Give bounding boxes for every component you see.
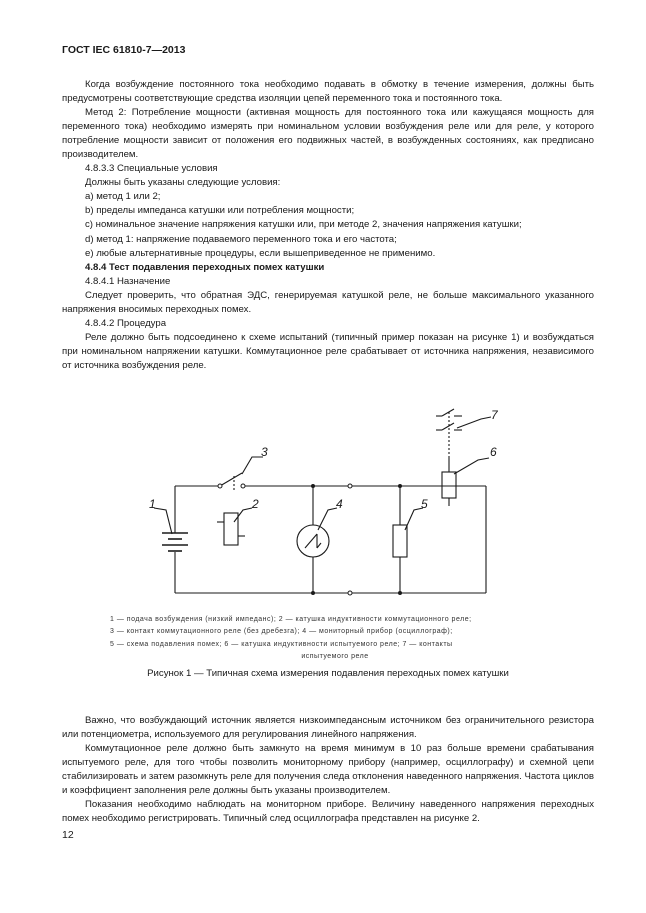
- figure-label-7: 7: [491, 408, 498, 422]
- legend-line: испытуемого реле: [301, 653, 369, 661]
- figure-label-6: 6: [490, 445, 497, 459]
- section-heading: 4.8.4.1 Назначение: [85, 275, 171, 287]
- body-text-bottom: [62, 714, 594, 826]
- figure-label-4: 4: [336, 497, 343, 511]
- paragraph: Показания необходимо наблюдать на мониторном приборе. Величину наведенного напряжения переходных помех необходимо регистрировать. Типичный след осциллографа представлен на рисунке 2.: [62, 799, 594, 825]
- figure-legend: [110, 614, 560, 664]
- figure-label-1: 1: [149, 497, 156, 511]
- body-text-top: [62, 78, 594, 373]
- section-heading: 4.8.4 Тест подавления переходных помех катушки: [85, 261, 325, 273]
- circuit-diagram: [62, 400, 594, 610]
- figure-caption: Рисунок 1 — Типичная схема измерения подавления переходных помех катушки: [147, 668, 509, 679]
- figure-label-3: 3: [261, 445, 268, 459]
- page-number: 12: [62, 829, 74, 841]
- figure-label-5: 5: [421, 497, 428, 511]
- paragraph: Коммутационное реле должно быть замкнуто на время минимум в 10 раз больше времени срабатывания испытуемого реле, для того чтобы позволить мониторному прибору (например, осциллографу) и схемной цепи стабилизировать и затем разомкнуть реле для получения следа отклонения наведенного напряжения. Частота циклов и коэффициент заполнения реле должны быть указаны производителем.: [62, 743, 594, 797]
- section-heading: 4.8.3.3 Специальные условия: [85, 163, 218, 175]
- paragraph: Реле должно быть подсоединено к схеме испытаний (типичный пример показан на рисунке 1) и возбуждаться при номинальном напряжении катушки. Коммутационное реле срабатывает от источника напряжения, независимого от источника возбуждения реле.: [62, 331, 594, 371]
- paragraph: Следует проверить, что обратная ЭДС, генерируемая катушкой реле, не больше максимального указанного напряжения вносимых переходных помех.: [62, 289, 594, 315]
- paragraph: Должны быть указаны следующие условия:: [85, 177, 281, 189]
- paragraph: Важно, что возбуждающий источник является низкоимпедансным источником без ограничительного резистора или потенциометра, используемого для регулирования линейного напряжения.: [62, 715, 594, 741]
- list-item: e) любые альтернативные процедуры, если вышеприведенное не применимо.: [85, 247, 436, 259]
- list-item: a) метод 1 или 2;: [85, 191, 161, 203]
- legend-line: 1 — подача возбуждения (низкий импеданс); 2 — катушка индуктивности коммутационного реле;: [110, 616, 472, 623]
- legend-line: 5 — схема подавления помех; 6 — катушка индуктивности испытуемого реле; 7 — контакты: [110, 640, 453, 648]
- figure-label-2: 2: [252, 497, 259, 511]
- section-heading: 4.8.4.2 Процедура: [85, 317, 167, 329]
- list-item: d) метод 1: напряжение подаваемого переменного тока и его частота;: [85, 233, 397, 245]
- list-item: c) номинальное значение напряжения катушки или, при методе 2, значения напряжения катушки;: [85, 219, 522, 231]
- list-item: b) пределы импеданса катушки или потребления мощности;: [85, 205, 355, 217]
- paragraph: Метод 2: Потребление мощности (активная мощность для постоянного тока или кажущаяся мощность для переменного тока) необходимо измерять при номинальном условии возбуждения реле или для реле, у которого потребление мощности зависит от положения его подвижных частей, в возбужденных состояниях, как предписано производителем.: [62, 107, 594, 161]
- document-header: ГОСТ IEC 61810-7—2013: [62, 44, 186, 56]
- paragraph: Когда возбуждение постоянного тока необходимо подавать в обмотку в течение измерения, должны быть предусмотрены соответствующие средства изоляции цепей переменного тока и постоянного тока.: [62, 79, 594, 105]
- legend-line: 3 — контакт коммутационного реле (без дребезга); 4 — мониторный прибор (осциллограф);: [110, 628, 453, 636]
